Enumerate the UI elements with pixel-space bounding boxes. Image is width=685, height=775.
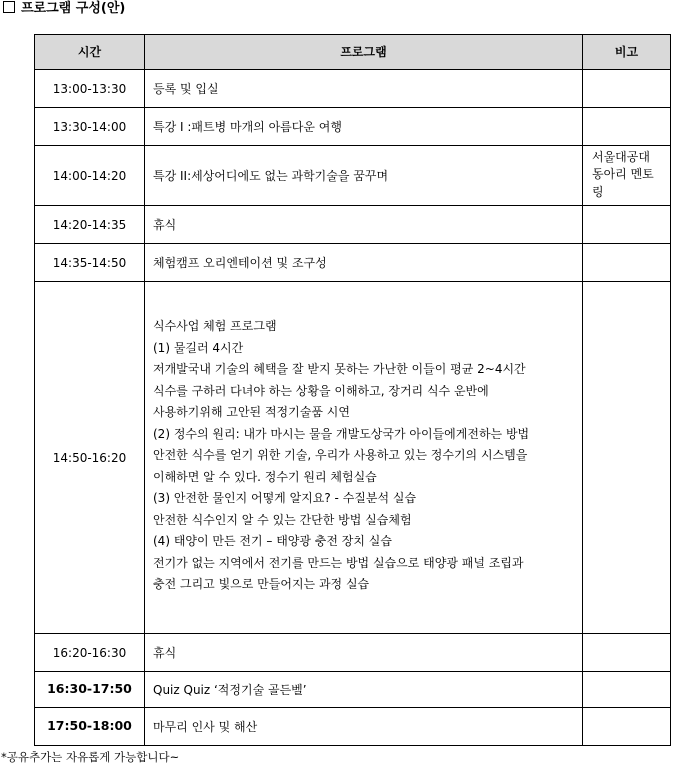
- program-line: (1) 물길러 4시간: [153, 340, 244, 355]
- time-cell: 14:20-14:35: [35, 206, 145, 244]
- table-row: [35, 146, 671, 206]
- program-line: (3) 안전한 물인지 어떻게 알지요? - 수질분석 실습: [153, 491, 417, 505]
- table-header-row: [35, 35, 671, 70]
- program-cell-details: [145, 282, 583, 634]
- time-cell: 16:30-17:50: [35, 672, 145, 708]
- header-program: 프로그램: [145, 35, 583, 70]
- header-note: 비고: [583, 35, 671, 70]
- time-cell: 14:00-14:20: [35, 146, 145, 206]
- program-line: 전기가 없는 지역에서 전기를 만드는 방법 실습으로 태양광 패널 조립과: [153, 555, 524, 570]
- time-cell: 14:35-14:50: [35, 244, 145, 282]
- program-line: 식수를 구하러 다녀야 하는 상황을 이해하고, 장거리 식수 운반에: [153, 383, 489, 398]
- note-cell: [583, 108, 671, 146]
- note-cell: [583, 70, 671, 108]
- table-row: [35, 282, 671, 634]
- time-cell: 14:50-16:20: [35, 282, 145, 634]
- program-cell: 특강 I :패트병 마개의 아름다운 여행: [145, 108, 583, 146]
- table-row: [35, 108, 671, 146]
- program-cell: 특강 II:세상어디에도 없는 과학기술을 꿈꾸며: [145, 146, 583, 206]
- program-line: 식수사업 체험 프로그램: [153, 319, 277, 333]
- program-cell: 휴식: [145, 634, 583, 672]
- header-time: 시간: [35, 35, 145, 70]
- time-cell: 13:00-13:30: [35, 70, 145, 108]
- note-cell: [583, 244, 671, 282]
- program-line: (4) 태양이 만든 전기 – 태양광 충전 장치 실습: [153, 534, 392, 548]
- section-title: [3, 0, 125, 16]
- note-cell: [583, 206, 671, 244]
- program-line: 이해하면 알 수 있다. 정수기 원리 체험실습: [153, 469, 377, 484]
- note-cell: [583, 708, 671, 746]
- table-row: [35, 672, 671, 708]
- program-cell: 휴식: [145, 206, 583, 244]
- table-row: [35, 634, 671, 672]
- note-cell: [583, 634, 671, 672]
- checkbox-square-icon: [3, 1, 15, 13]
- program-line: 저개발국내 기술의 혜택을 잘 받지 못하는 가난한 이들이 평균 2~4시간: [153, 362, 526, 376]
- program-schedule-table: [34, 34, 671, 746]
- program-line: 사용하기위해 고안된 적정기술품 시연: [153, 405, 350, 419]
- program-line: 안전한 식수인지 알 수 있는 간단한 방법 실습체험: [153, 512, 412, 527]
- program-line: 충전 그리고 빛으로 만들어지는 과정 실습: [153, 577, 370, 591]
- note-cell: [583, 672, 671, 708]
- section-title-text: 프로그램 구성(안): [21, 1, 126, 16]
- program-line: 안전한 식수를 얻기 위한 기술, 우리가 사용하고 있는 정수기의 시스템을: [153, 448, 528, 462]
- note-cell: 서울대공대 동아리 멘토링: [583, 146, 671, 206]
- program-cell: 체험캠프 오리엔테이션 및 조구성: [145, 244, 583, 282]
- table-row: [35, 244, 671, 282]
- table-row: [35, 206, 671, 244]
- table-row: [35, 708, 671, 746]
- program-cell: Quiz Quiz ‘적정기술 골든벨’: [145, 672, 583, 708]
- program-line: (2) 정수의 원리: 내가 마시는 물을 개발도상국가 아이들에게전하는 방법: [153, 426, 530, 441]
- time-cell: 16:20-16:30: [35, 634, 145, 672]
- program-cell: 등록 및 입실: [145, 70, 583, 108]
- time-cell: 17:50-18:00: [35, 708, 145, 746]
- note-cell: [583, 282, 671, 634]
- footnote: *공유추가는 자유롭게 가능합니다~: [1, 750, 180, 764]
- table-row: [35, 70, 671, 108]
- time-cell: 13:30-14:00: [35, 108, 145, 146]
- program-cell: 마무리 인사 및 해산: [145, 708, 583, 746]
